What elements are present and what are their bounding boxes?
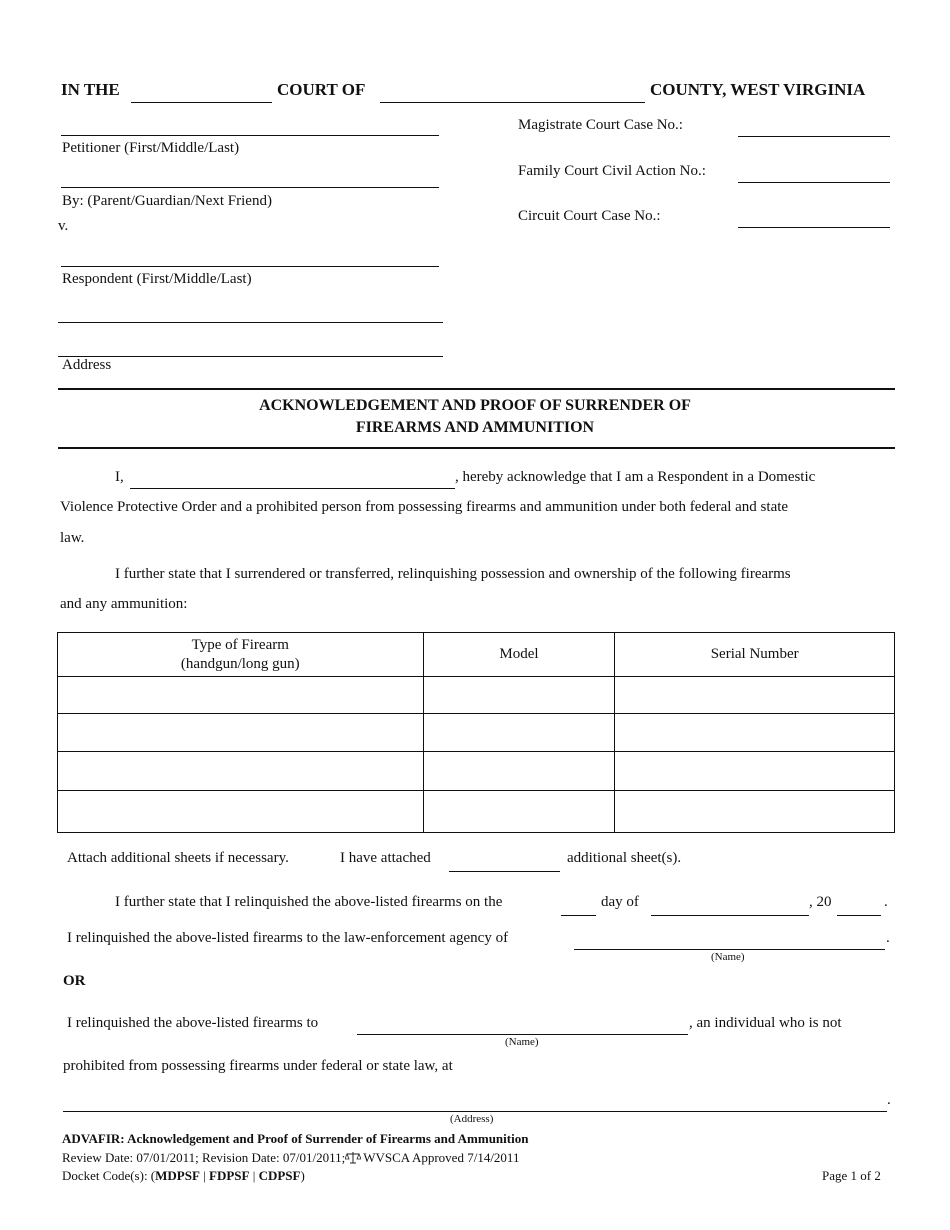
circuit-case-field[interactable]: [738, 209, 890, 228]
firearm-serial-cell[interactable]: [615, 752, 895, 791]
docket-suffix: ): [300, 1168, 305, 1183]
respondent-field[interactable]: [61, 248, 439, 267]
docket-sep-1: |: [199, 1168, 210, 1183]
have-attached-label: I have attached: [340, 850, 431, 866]
firearm-type-cell[interactable]: [58, 677, 424, 714]
guardian-field[interactable]: [61, 169, 439, 188]
firearm-type-cell[interactable]: [58, 752, 424, 791]
firearm-serial-cell[interactable]: [615, 791, 895, 833]
or-label: OR: [63, 973, 86, 989]
table-row: [58, 752, 895, 791]
year-prefix: , 20: [809, 894, 832, 910]
p2-line2: and any ammunition:: [60, 596, 188, 612]
address-period: .: [887, 1092, 891, 1108]
table-row: [58, 677, 895, 714]
address-line-1-field[interactable]: [58, 304, 443, 323]
respondent-name-field[interactable]: [130, 470, 455, 489]
firearms-table: [57, 632, 895, 833]
address-label: Address: [62, 357, 112, 373]
docket-sep-2: |: [249, 1168, 259, 1183]
title-top-rule: [58, 388, 895, 390]
table-row: [58, 791, 895, 833]
scales-icon: [345, 1151, 363, 1168]
county-name-field[interactable]: [380, 84, 645, 103]
p1-line2: Violence Protective Order and a prohibited person from possessing firearms and ammunition under both federal and state: [60, 499, 789, 515]
col-serial-header: Serial Number: [615, 633, 895, 677]
individual-address-field[interactable]: [63, 1093, 887, 1112]
footer-dates: [62, 1150, 519, 1168]
docket-prefix: Docket Code(s): (: [62, 1168, 156, 1183]
firearm-model-cell[interactable]: [423, 714, 615, 752]
firearm-serial-cell[interactable]: [615, 714, 895, 752]
p1-rest: , hereby acknowledge that I am a Respondent in a Domestic: [455, 469, 816, 485]
agency-text: I relinquished the above-listed firearms to the law-enforcement agency of: [67, 930, 509, 946]
col-type-header-line2: (handgun/long gun): [180, 655, 300, 672]
col-type-header: [58, 633, 424, 677]
individual-text: I relinquished the above-listed firearms to: [67, 1015, 319, 1031]
court-type-field[interactable]: [131, 84, 272, 103]
p2-line1: I further state that I surrendered or transferred, relinquishing possession and ownership of the following firearms: [115, 566, 791, 582]
footer-form-code: [62, 1131, 528, 1147]
address-caption: (Address): [450, 1113, 494, 1125]
table-header-row: [58, 633, 895, 677]
p1-start: I,: [115, 469, 124, 485]
year-field[interactable]: [837, 897, 881, 916]
agency-name-field[interactable]: [574, 931, 885, 950]
attach-note: Attach additional sheets if necessary.: [67, 850, 289, 866]
individual-name-caption: (Name): [505, 1036, 539, 1048]
family-case-label: Family Court Civil Action No.:: [518, 163, 706, 179]
firearm-model-cell[interactable]: [423, 791, 615, 833]
header-county: COUNTY, WEST VIRGINIA: [650, 80, 866, 99]
firearm-serial-cell[interactable]: [615, 677, 895, 714]
firearm-model-cell[interactable]: [423, 752, 615, 791]
docket-code-1: MDPSF: [155, 1168, 200, 1183]
approved-text: WVSCA Approved 7/14/2011: [363, 1150, 520, 1165]
petitioner-field[interactable]: [61, 117, 439, 136]
col-model-header: Model: [423, 633, 615, 677]
firearm-model-cell[interactable]: [423, 677, 615, 714]
title-bottom-rule: [58, 447, 895, 449]
additional-sheets-label: additional sheet(s).: [567, 850, 682, 866]
magistrate-case-label: Magistrate Court Case No.:: [518, 117, 683, 133]
header-court-of: COURT OF: [277, 80, 366, 99]
prohibited-text: prohibited from possessing firearms under federal or state law, at: [63, 1058, 453, 1074]
form-code: ADVAFIR: [62, 1131, 121, 1146]
col-type-header-line1: Type of Firearm: [191, 636, 289, 653]
docket-code-3: CDPSF: [258, 1168, 301, 1183]
header-in-the: IN THE: [61, 80, 120, 99]
form-title-line1: ACKNOWLEDGEMENT AND PROOF OF SURRENDER OF: [259, 397, 691, 414]
day-of-label: day of: [601, 894, 639, 910]
page-number: Page 1 of 2: [822, 1168, 881, 1183]
relinquished-on-text: I further state that I relinquished the above-listed firearms on the: [115, 894, 503, 910]
form-title-line2: FIREARMS AND AMMUNITION: [355, 419, 595, 436]
respondent-label: Respondent (First/Middle/Last): [62, 271, 252, 287]
individual-name-field[interactable]: [357, 1016, 688, 1035]
circuit-case-label: Circuit Court Case No.:: [518, 208, 661, 224]
p1-line3: law.: [60, 530, 85, 546]
sheet-count-field[interactable]: [449, 853, 560, 872]
magistrate-case-field[interactable]: [738, 118, 890, 137]
firearm-type-cell[interactable]: [58, 714, 424, 752]
agency-period: .: [886, 930, 890, 946]
family-case-field[interactable]: [738, 164, 890, 183]
petitioner-label: Petitioner (First/Middle/Last): [62, 140, 240, 156]
guardian-label: By: (Parent/Guardian/Next Friend): [62, 193, 272, 209]
firearm-type-cell[interactable]: [58, 791, 424, 833]
month-field[interactable]: [651, 897, 809, 916]
date-period: .: [884, 894, 888, 910]
agency-name-caption: (Name): [711, 951, 745, 963]
versus-label: v.: [58, 218, 69, 234]
footer-docket: [62, 1168, 305, 1184]
day-field[interactable]: [561, 897, 596, 916]
form-code-title: : Acknowledgement and Proof of Surrender of Firearms and Ammunition: [120, 1131, 529, 1146]
docket-code-2: FDPSF: [209, 1168, 250, 1183]
address-line-2-field[interactable]: [58, 338, 443, 357]
individual-rest: , an individual who is not: [689, 1015, 842, 1031]
review-dates: Review Date: 07/01/2011; Revision Date: 07/01/2011;: [62, 1150, 346, 1165]
table-row: [58, 714, 895, 752]
